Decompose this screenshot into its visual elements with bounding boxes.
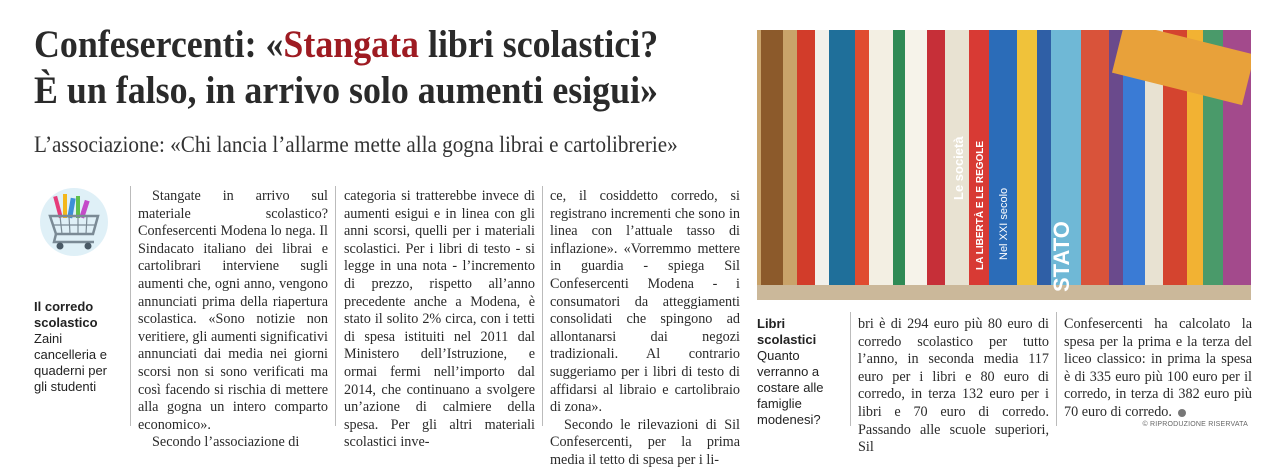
sidebar-caption-title: Il corredo scolastico bbox=[34, 299, 98, 330]
column-rule bbox=[542, 186, 543, 426]
sidebar bbox=[34, 186, 122, 395]
headline bbox=[34, 22, 689, 114]
shopping-cart-school-supplies-icon bbox=[38, 186, 110, 258]
article-column-2 bbox=[344, 188, 535, 452]
article-column-3 bbox=[550, 188, 740, 470]
spine-text: Nel XXI secolo bbox=[998, 187, 1010, 260]
photo-caption bbox=[757, 316, 843, 428]
headline-accent-word: Stangata bbox=[283, 23, 420, 66]
headline-text-a: Confesercenti: « bbox=[34, 23, 284, 66]
spine-text: LA LIBERTÀ E LE REGOLE bbox=[975, 140, 986, 270]
column-rule bbox=[130, 186, 131, 426]
paragraph: ce, il cosiddetto corredo, si registrano incrementi che sono in linea con l’attuale tasso di inflazione». «Vorremmo mettere in guardia - spiega Sil Confesercenti Modena - i consumatori da atteggiamenti consolidati che spingono ad allontanarsi dai negozi tradizionali. Al contrario suggeriamo per i libri di testo di affidarsi al libraio e cartolibraio di zona». bbox=[550, 188, 740, 416]
headline-text-b: libri scolastici? bbox=[419, 23, 659, 66]
column-rule bbox=[850, 312, 851, 426]
end-of-article-dot bbox=[1178, 409, 1186, 417]
article-column-1 bbox=[138, 188, 328, 452]
paragraph: bri è di 294 euro più 80 euro di corredo scolastico per tutto l’anno, in seconda media 117 euro per i libri e 80 euro di corredo, in terza 132 euro per i libri e 70 euro di corredo. Passando alle scuole superiori, Sil bbox=[858, 316, 1049, 456]
article-column-5 bbox=[1064, 316, 1252, 422]
sidebar-caption-body: Zaini cancelleria e quaderni per gli studenti bbox=[34, 331, 107, 394]
subtitle: L’associazione: «Chi lancia l’allarme mette alla gogna librai e cartolibrerie» bbox=[34, 132, 678, 157]
paragraph bbox=[1064, 316, 1252, 422]
paragraph: Stangate in arrivo sul materiale scolastico? Confesercenti Modena lo nega. Il Sindacato italiano dei librai e cartolibrari interviene sugli aumenti che, ogni anno, vengono annunciati prima della riapertura scolastica. «Sono notizie non veritiere, gli aumenti significativi annunciati dai media nei giorni scorsi non si sono verificati ma così facendo si rischia di mettere alla gogna un intero comparto economico». bbox=[138, 188, 328, 433]
paragraph-text: Confesercenti ha calcolato la spesa per la prima e la terza del liceo classico: in prima la spesa è di 335 euro più 100 euro per il corredo, in terza di 382 euro più 70 euro di corredo. bbox=[1064, 316, 1252, 420]
copyright-notice: © RIPRODUZIONE RISERVATA bbox=[1142, 421, 1248, 428]
article-column-4 bbox=[858, 316, 1049, 457]
column-rule bbox=[335, 186, 336, 426]
headline-line-1 bbox=[34, 22, 689, 68]
paragraph: Secondo l’associazione di bbox=[152, 434, 300, 451]
spine-text: Le società bbox=[951, 136, 966, 200]
column-rule bbox=[1056, 312, 1057, 426]
paragraph: Secondo le rilevazioni di Sil Confesercenti, per la prima media il tetto di spesa per i li- bbox=[550, 416, 740, 468]
photo-caption-body: Quanto verranno a costare alle famiglie modenesi? bbox=[757, 348, 824, 427]
headline-line-2: È un falso, in arrivo solo aumenti esigui» bbox=[34, 69, 658, 112]
paragraph: categoria si tratterebbe invece di aumenti esigui e in linea con gli anni scorsi, quelli per i materiali scolastici. Per i libri di testo - si legge in una nota - l’incremento di prezzo, rispetto all’anno precedente anche a Modena, è stato il solito 2% circa, con i tetti di spesa istituiti nel 2011 dal Ministero dell’Istruzione, e ormai fermi nell’importo dal 2014, che continuano a svolgere un’azione di calmiere della spesa. Per gli altri materiali scolastici inve- bbox=[344, 188, 535, 451]
bookshelf-illustration bbox=[757, 30, 1251, 300]
spine-text: STATO bbox=[1049, 221, 1074, 292]
photo-caption-title: Libri scolastici bbox=[757, 316, 817, 347]
bookshelf-photo bbox=[757, 30, 1251, 300]
sidebar-caption bbox=[34, 299, 122, 395]
